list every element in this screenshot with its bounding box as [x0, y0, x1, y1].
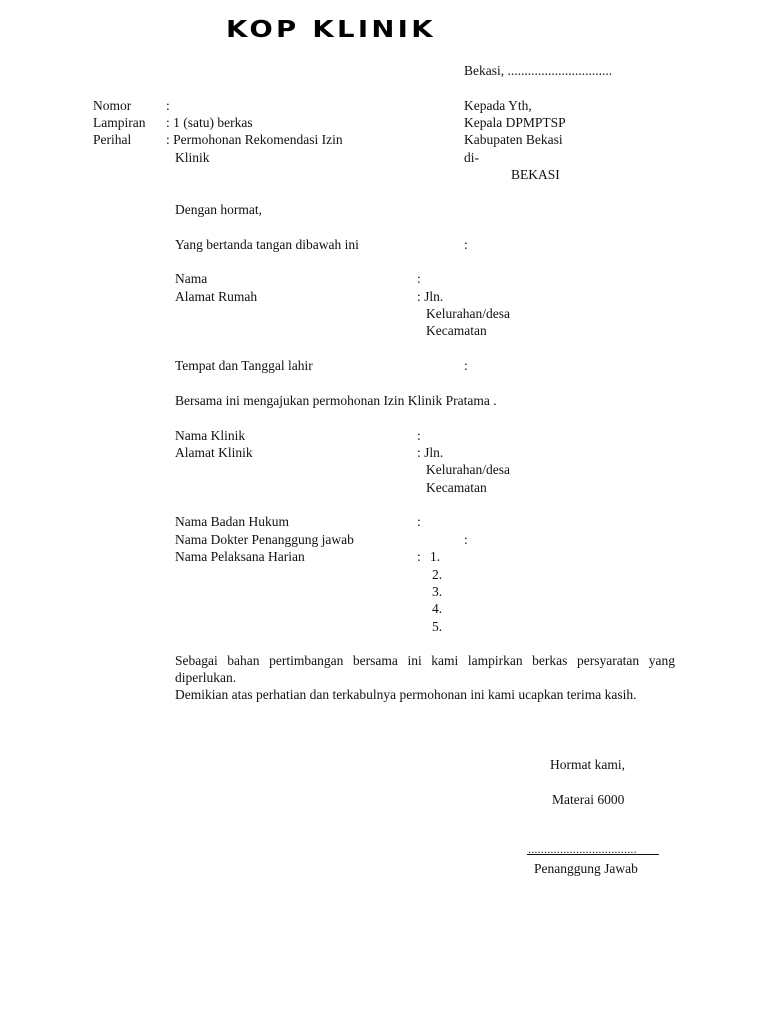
alamat-klinik-kelurahan: Kelurahan/desa [426, 462, 510, 477]
recipient-line-5: BEKASI [511, 167, 560, 182]
pelaksana-item-2: 2. [432, 567, 443, 582]
undersigned-colon: : [464, 237, 468, 252]
pelaksana-item-5: 5. [432, 619, 443, 634]
regards: Hormat kami, [550, 757, 625, 772]
place-date: Bekasi, ............................... [464, 63, 613, 78]
request-statement: Bersama ini mengajukan permohonan Izin Klinik Pratama . [175, 393, 497, 408]
lampiran-value: : 1 (satu) berkas [166, 115, 253, 130]
nama-klinik-colon: : [417, 428, 421, 443]
recipient-line-1: Kepada Yth, [464, 98, 532, 113]
letterhead-title: KOP KLINIK [226, 16, 436, 43]
pelaksana-label: Nama Pelaksana Harian [175, 549, 305, 564]
perihal-label: Perihal [93, 132, 132, 147]
badan-hukum-colon: : [417, 514, 421, 529]
alamat-klinik-label: Alamat Klinik [175, 445, 253, 460]
perihal-value: : Permohonan Rekomendasi Izin [166, 132, 343, 147]
ttl-label: Tempat dan Tanggal lahir [175, 358, 313, 373]
recipient-line-4: di- [464, 150, 479, 165]
closing-paragraph-2: Demikian atas perhatian dan terkabulnya permohonan ini kami ucapkan terima kasih. [175, 687, 637, 702]
recipient-line-3: Kabupaten Bekasi [464, 132, 563, 147]
greeting: Dengan hormat, [175, 202, 262, 217]
dokter-label: Nama Dokter Penanggung jawab [175, 532, 354, 547]
lampiran-label: Lampiran [93, 115, 146, 130]
alamat-rumah-value: : Jln. [417, 289, 444, 304]
pelaksana-item-1: 1. [430, 549, 441, 564]
nama-colon: : [417, 271, 421, 286]
signature-line [527, 854, 659, 855]
nama-label: Nama [175, 271, 208, 286]
nomor-label: Nomor [93, 98, 132, 113]
alamat-klinik-value: : Jln. [417, 445, 444, 460]
perihal-value-cont: Klinik [175, 150, 210, 165]
dokter-colon: : [464, 532, 468, 547]
alamat-rumah-kelurahan: Kelurahan/desa [426, 306, 510, 321]
signatory-role: Penanggung Jawab [534, 861, 638, 876]
stamp-note: Materai 6000 [552, 792, 625, 807]
alamat-rumah-kecamatan: Kecamatan [426, 323, 487, 338]
badan-hukum-label: Nama Badan Hukum [175, 514, 289, 529]
pelaksana-item-3: 3. [432, 584, 443, 599]
alamat-klinik-kecamatan: Kecamatan [426, 480, 487, 495]
recipient-line-2: Kepala DPMPTSP [464, 115, 566, 130]
pelaksana-item-4: 4. [432, 601, 443, 616]
nomor-value: : [166, 98, 170, 113]
pelaksana-colon: : [417, 549, 421, 564]
alamat-rumah-label: Alamat Rumah [175, 289, 258, 304]
ttl-colon: : [464, 358, 468, 373]
nama-klinik-label: Nama Klinik [175, 428, 246, 443]
closing-paragraph-1: Sebagai bahan pertimbangan bersama ini kami lampirkan berkas persyaratan yang diperlukan. [175, 653, 675, 685]
undersigned-label: Yang bertanda tangan dibawah ini [175, 237, 359, 252]
signature-dots: .................................. [528, 842, 637, 856]
